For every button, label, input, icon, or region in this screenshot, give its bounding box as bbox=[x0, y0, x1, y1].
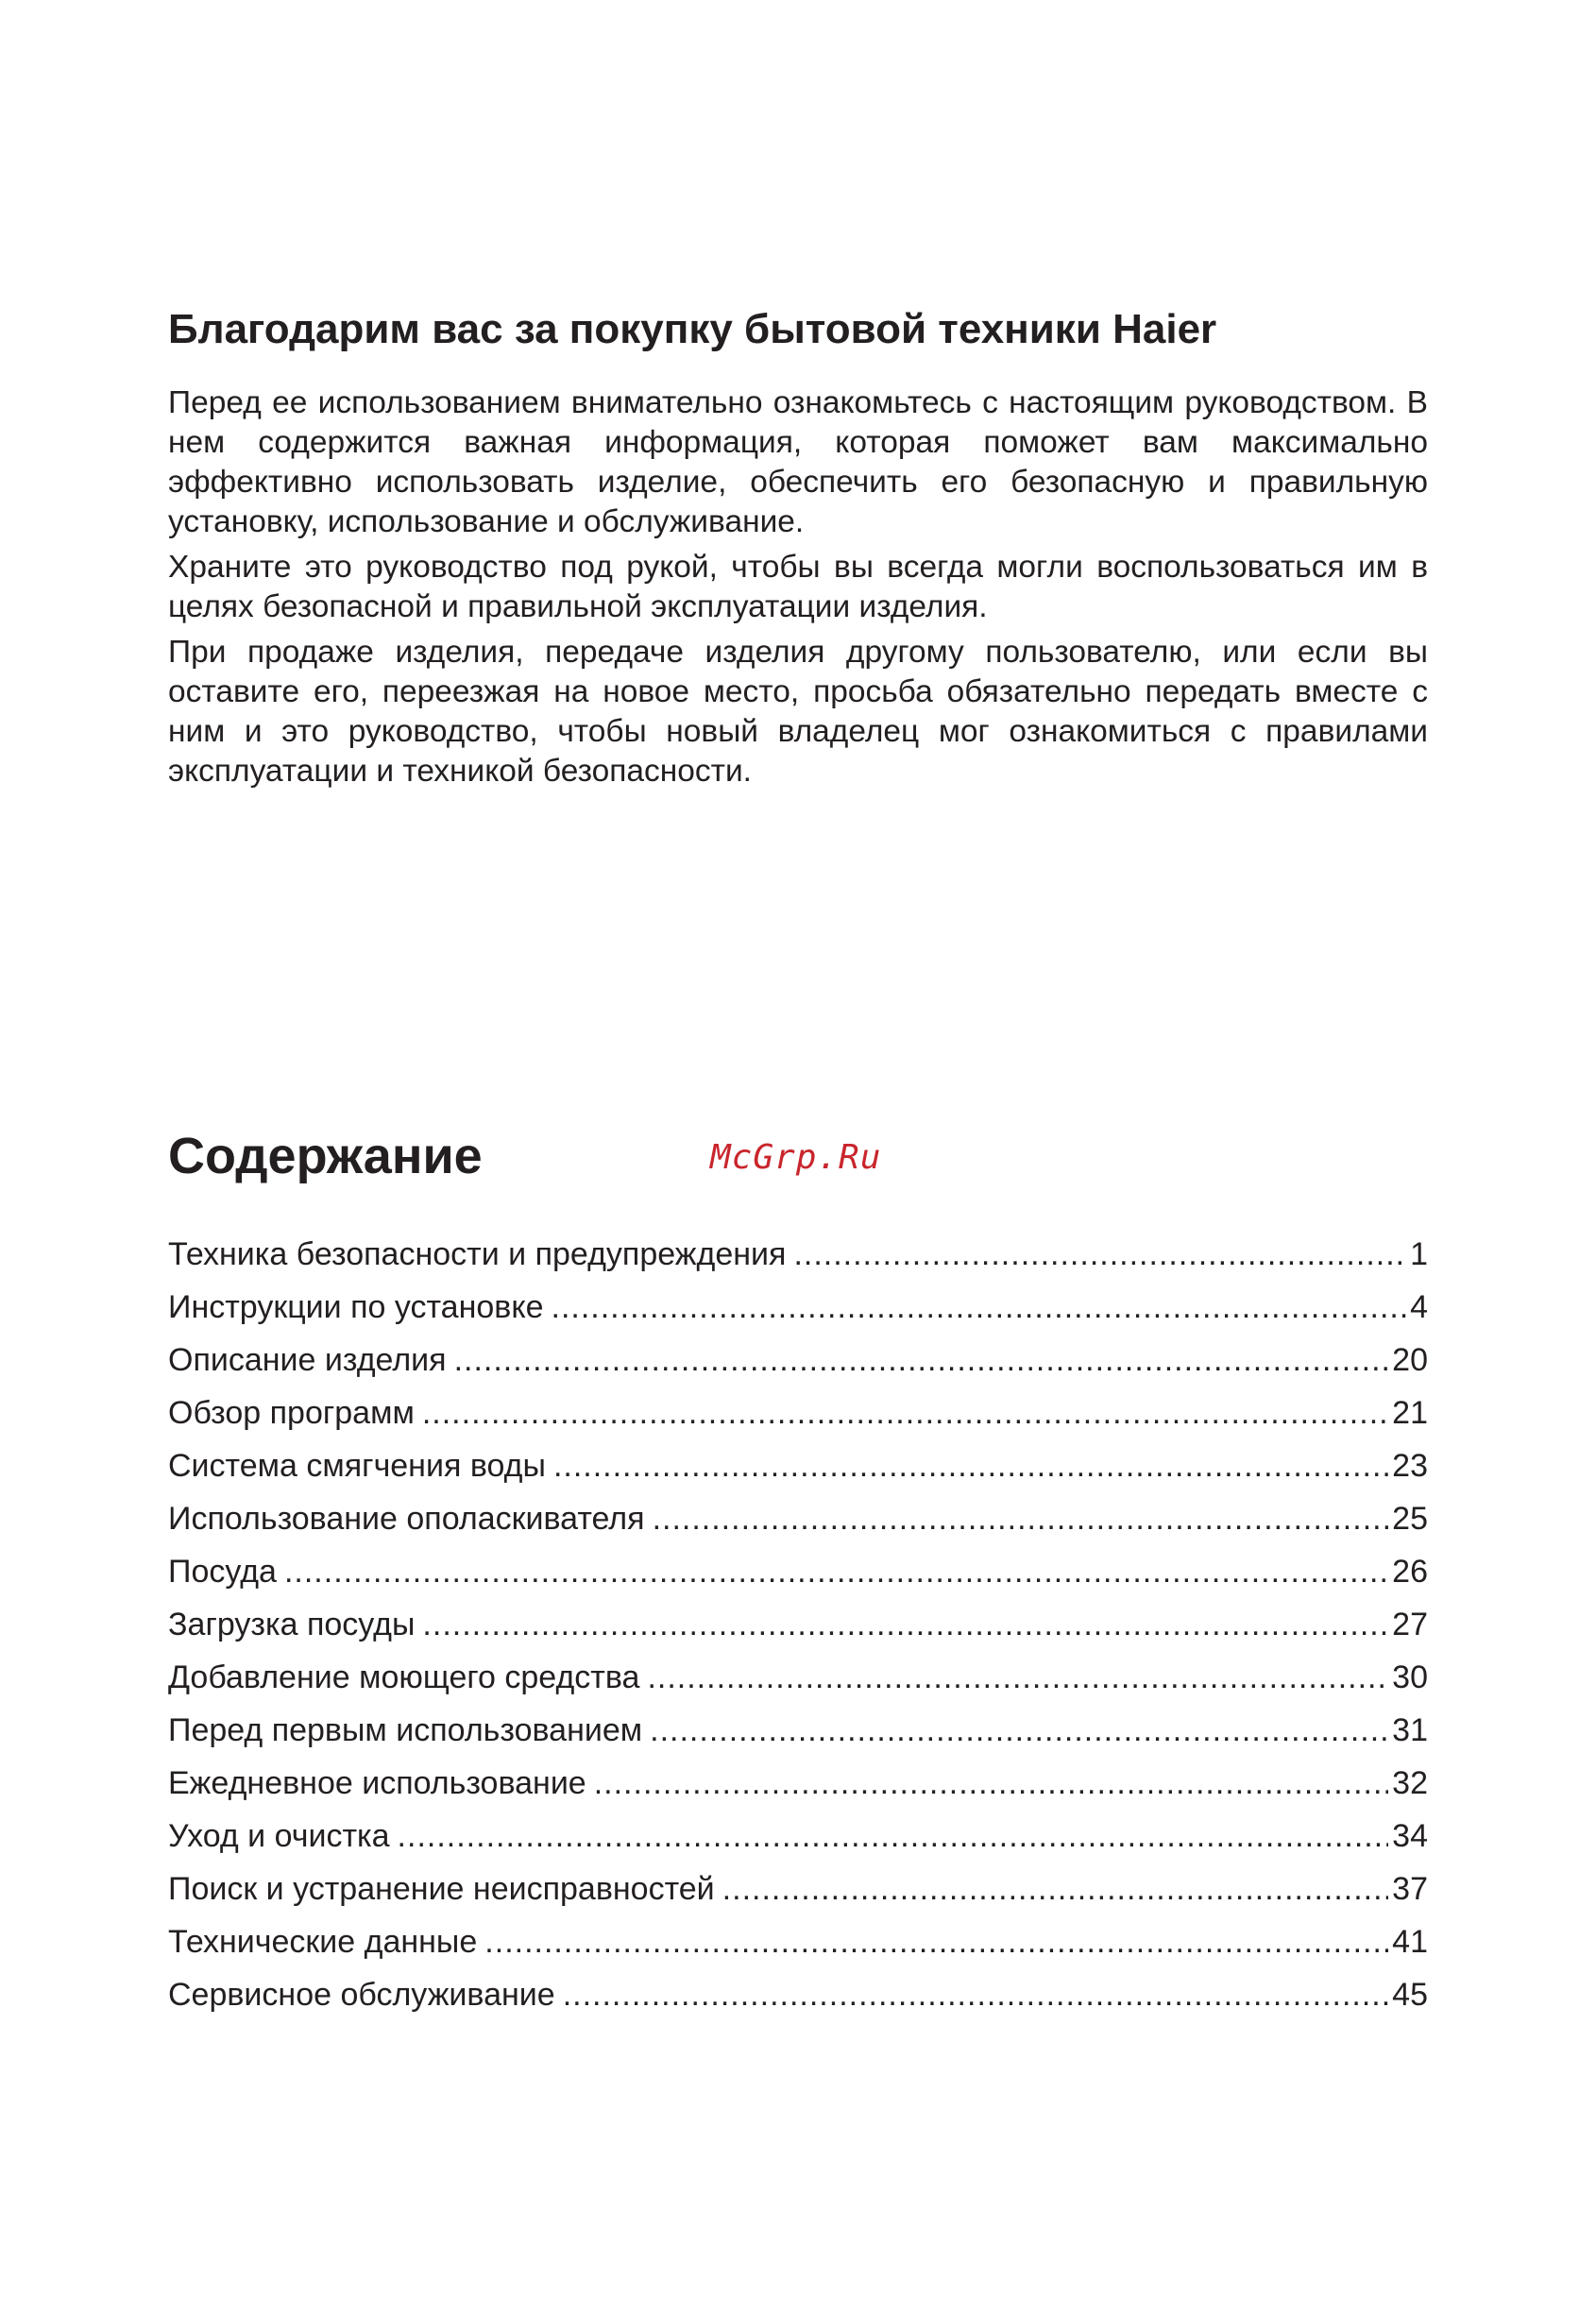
toc-entry[interactable] bbox=[168, 1281, 1428, 1334]
toc-entry-page: 21 bbox=[1392, 1395, 1428, 1431]
toc-entry-label: Техника безопасности и предупреждения bbox=[168, 1236, 787, 1272]
toc-entry[interactable] bbox=[168, 1387, 1428, 1439]
toc-entry[interactable] bbox=[168, 1492, 1428, 1545]
toc-entry[interactable] bbox=[168, 1651, 1428, 1704]
toc-entry[interactable] bbox=[168, 1757, 1428, 1810]
toc-entry[interactable] bbox=[168, 1334, 1428, 1387]
toc-entry-label: Перед первым использованием bbox=[168, 1712, 643, 1748]
toc-entry-page: 30 bbox=[1392, 1659, 1428, 1695]
toc-leader-dots bbox=[594, 1757, 1388, 1810]
toc-leader-dots bbox=[553, 1439, 1388, 1492]
toc-entry-page: 32 bbox=[1392, 1765, 1428, 1801]
toc-entry-label: Инструкции по установке bbox=[168, 1289, 544, 1325]
toc-entry-label: Поиск и устранение неисправностей bbox=[168, 1871, 715, 1907]
toc-entry-page: 25 bbox=[1392, 1501, 1428, 1537]
intro-paragraph: При продаже изделия, передаче изделия другому пользователю, или если вы оставите его, переезжая на новое место, просьба обязательно передать вместе с ним и это руководство, чтобы новый владелец мог ознакомиться с правилами эксплуатации и техникой безопасности. bbox=[168, 635, 1428, 789]
toc-entry-page: 31 bbox=[1392, 1712, 1428, 1748]
watermark-text: McGrp.Ru bbox=[710, 1138, 882, 1177]
toc-entry[interactable] bbox=[168, 1598, 1428, 1651]
toc-entry[interactable] bbox=[168, 1968, 1428, 2021]
toc-entry-page: 4 bbox=[1410, 1289, 1428, 1325]
toc-leader-dots bbox=[650, 1704, 1388, 1757]
toc-entry-page: 41 bbox=[1392, 1924, 1428, 1960]
toc-leader-dots bbox=[454, 1334, 1389, 1387]
toc-entry-label: Сервисное обслуживание bbox=[168, 1977, 555, 2013]
toc-entry[interactable] bbox=[168, 1228, 1428, 1281]
toc-leader-dots bbox=[722, 1863, 1389, 1915]
toc-entry-page: 34 bbox=[1392, 1818, 1428, 1854]
toc-entry-label: Загрузка посуды bbox=[168, 1607, 416, 1642]
toc-leader-dots bbox=[398, 1810, 1389, 1863]
toc-entry-page: 23 bbox=[1392, 1448, 1428, 1484]
toc-entry-page: 37 bbox=[1392, 1871, 1428, 1907]
toc-entry-label: Обзор программ bbox=[168, 1395, 415, 1431]
toc-entry[interactable] bbox=[168, 1704, 1428, 1757]
toc-leader-dots bbox=[653, 1492, 1389, 1545]
toc-entry-page: 26 bbox=[1392, 1554, 1428, 1590]
toc-entry-label: Добавление моющего средства bbox=[168, 1659, 640, 1695]
table-of-contents bbox=[168, 1228, 1428, 2021]
toc-entry-page: 27 bbox=[1392, 1607, 1428, 1642]
toc-entry[interactable] bbox=[168, 1810, 1428, 1863]
intro-title: Благодарим вас за покупку бытовой техники Haier bbox=[168, 306, 1217, 352]
toc-leader-dots bbox=[647, 1651, 1388, 1704]
toc-entry-label: Описание изделия bbox=[168, 1342, 447, 1378]
intro-section bbox=[168, 300, 1428, 797]
toc-entry-label: Уход и очистка bbox=[168, 1818, 390, 1854]
toc-leader-dots bbox=[484, 1915, 1388, 1968]
toc-entry[interactable] bbox=[168, 1915, 1428, 1968]
toc-entry-page: 20 bbox=[1392, 1342, 1428, 1378]
toc-leader-dots bbox=[284, 1545, 1388, 1598]
toc-entry[interactable] bbox=[168, 1863, 1428, 1915]
toc-entry-page: 45 bbox=[1392, 1977, 1428, 2013]
toc-entry-label: Ежедневное использование bbox=[168, 1765, 586, 1801]
toc-entry-label: Система смягчения воды bbox=[168, 1448, 546, 1484]
toc-leader-dots bbox=[422, 1598, 1388, 1651]
intro-paragraph: Храните это руководство под рукой, чтобы вы всегда могли воспользоваться им в целях безопасной и правильной эксплуатации изделия. bbox=[168, 550, 1428, 624]
toc-entry[interactable] bbox=[168, 1439, 1428, 1492]
toc-entry-label: Использование ополаскивателя bbox=[168, 1501, 645, 1537]
toc-leader-dots bbox=[563, 1968, 1388, 2021]
toc-leader-dots bbox=[793, 1228, 1406, 1281]
toc-entry-label: Технические данные bbox=[168, 1924, 478, 1960]
toc-entry-label: Посуда bbox=[168, 1554, 277, 1590]
toc-leader-dots bbox=[552, 1281, 1407, 1334]
contents-title: Содержание bbox=[168, 1128, 483, 1184]
toc-entry[interactable] bbox=[168, 1545, 1428, 1598]
intro-paragraph: Перед ее использованием внимательно ознакомьтесь с настоящим руководством. В нем содержится важная информация, которая поможет вам максимально эффективно использовать изделие, обеспечить его безопасную и правильную установку, использование и обслуживание. bbox=[168, 385, 1428, 539]
toc-leader-dots bbox=[422, 1387, 1388, 1439]
toc-entry-page: 1 bbox=[1410, 1236, 1428, 1272]
